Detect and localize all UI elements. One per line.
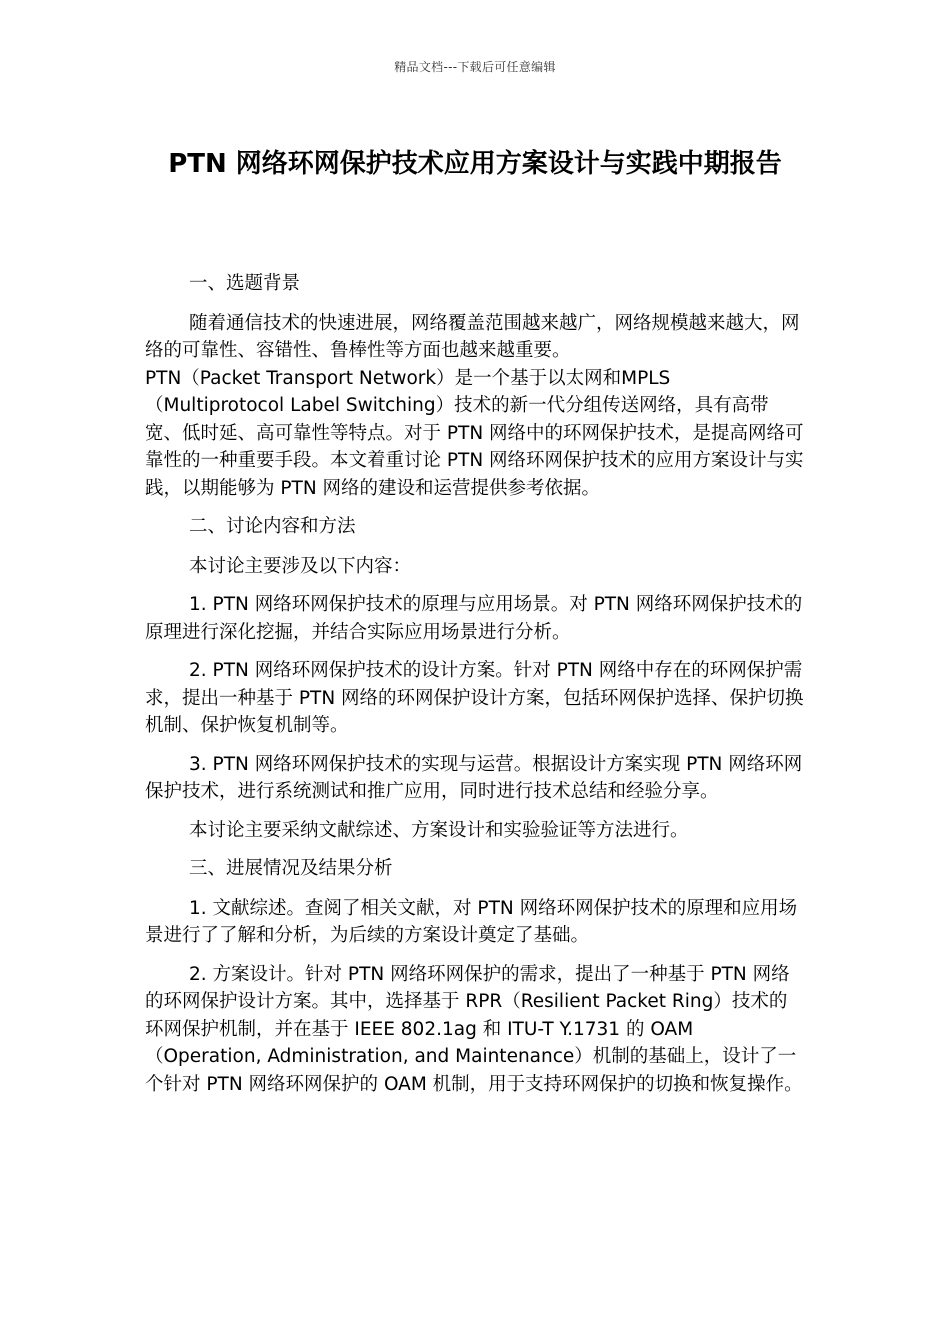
section-heading-progress: 三、进展情况及结果分析: [189, 858, 393, 879]
paragraph: 本讨论主要采纳文献综述、方案设计和实验验证等方法进行。: [189, 819, 689, 841]
section-heading-background: 一、选题背景: [189, 273, 301, 294]
paragraph: 随着通信技术的快速进展，网络覆盖范围越来越广，网络规模越来越大，网络的可靠性、容错性、鲁棒性等方面也越来越重要。: [145, 312, 800, 361]
list-item: 2. PTN 网络环网保护技术的设计方案。针对 PTN 网络中存在的环网保护需求，提出一种基于 PTN 网络的环网保护设计方案，包括环网保护选择、保护切换机制、保护恢复机制等。: [145, 660, 804, 736]
document-body: [145, 270, 805, 1109]
list-item: 1. PTN 网络环网保护技术的原理与应用场景。对 PTN 网络环网保护技术的原理进行深化挖掘，并结合实际应用场景进行分析。: [145, 594, 803, 643]
list-item: 2. 方案设计。针对 PTN 网络环网保护的需求，提出了一种基于 PTN 网络的环网保护设计方案。其中，选择基于 RPR（Resilient Packet Ring）技术的环网保护机制，并在基于 IEEE 802.1ag 和 ITU-T Y.1731 的 OAM（Operation, Administration, and Maintenance）机制的基础上，设计了一个针对 PTN 网络环网保护的 OAM 机制，用于支持环网保护的切换和恢复操作。: [145, 963, 803, 1095]
document-title: PTN 网络环网保护技术应用方案设计与实践中期报告: [168, 149, 782, 179]
paragraph: 本讨论主要涉及以下内容：: [189, 555, 412, 577]
page-header-watermark: 精品文档---下载后可任意编辑: [394, 60, 556, 74]
list-item: 3. PTN 网络环网保护技术的实现与运营。根据设计方案实现 PTN 网络环网保护技术，进行系统测试和推广应用，同时进行技术总结和经验分享。: [145, 753, 803, 802]
list-item: 1. 文献综述。查阅了相关文献，对 PTN 网络环网保护技术的原理和应用场景进行了了解和分析，为后续的方案设计奠定了基础。: [145, 897, 798, 946]
paragraph: PTN（Packet Transport Network）是一个基于以太网和MPLS（Multiprotocol Label Switching）技术的新一代分组传送网络，具有高带宽、低时延、高可靠性等特点。对于 PTN 网络中的环网保护技术，是提高网络可靠性的一种重要手段。本文着重讨论 PTN 网络环网保护技术的应用方案设计与实践，以期能够为 PTN 网络的建设和运营提供参考依据。: [145, 367, 804, 499]
section-heading-content-methods: 二、讨论内容和方法: [189, 516, 356, 537]
